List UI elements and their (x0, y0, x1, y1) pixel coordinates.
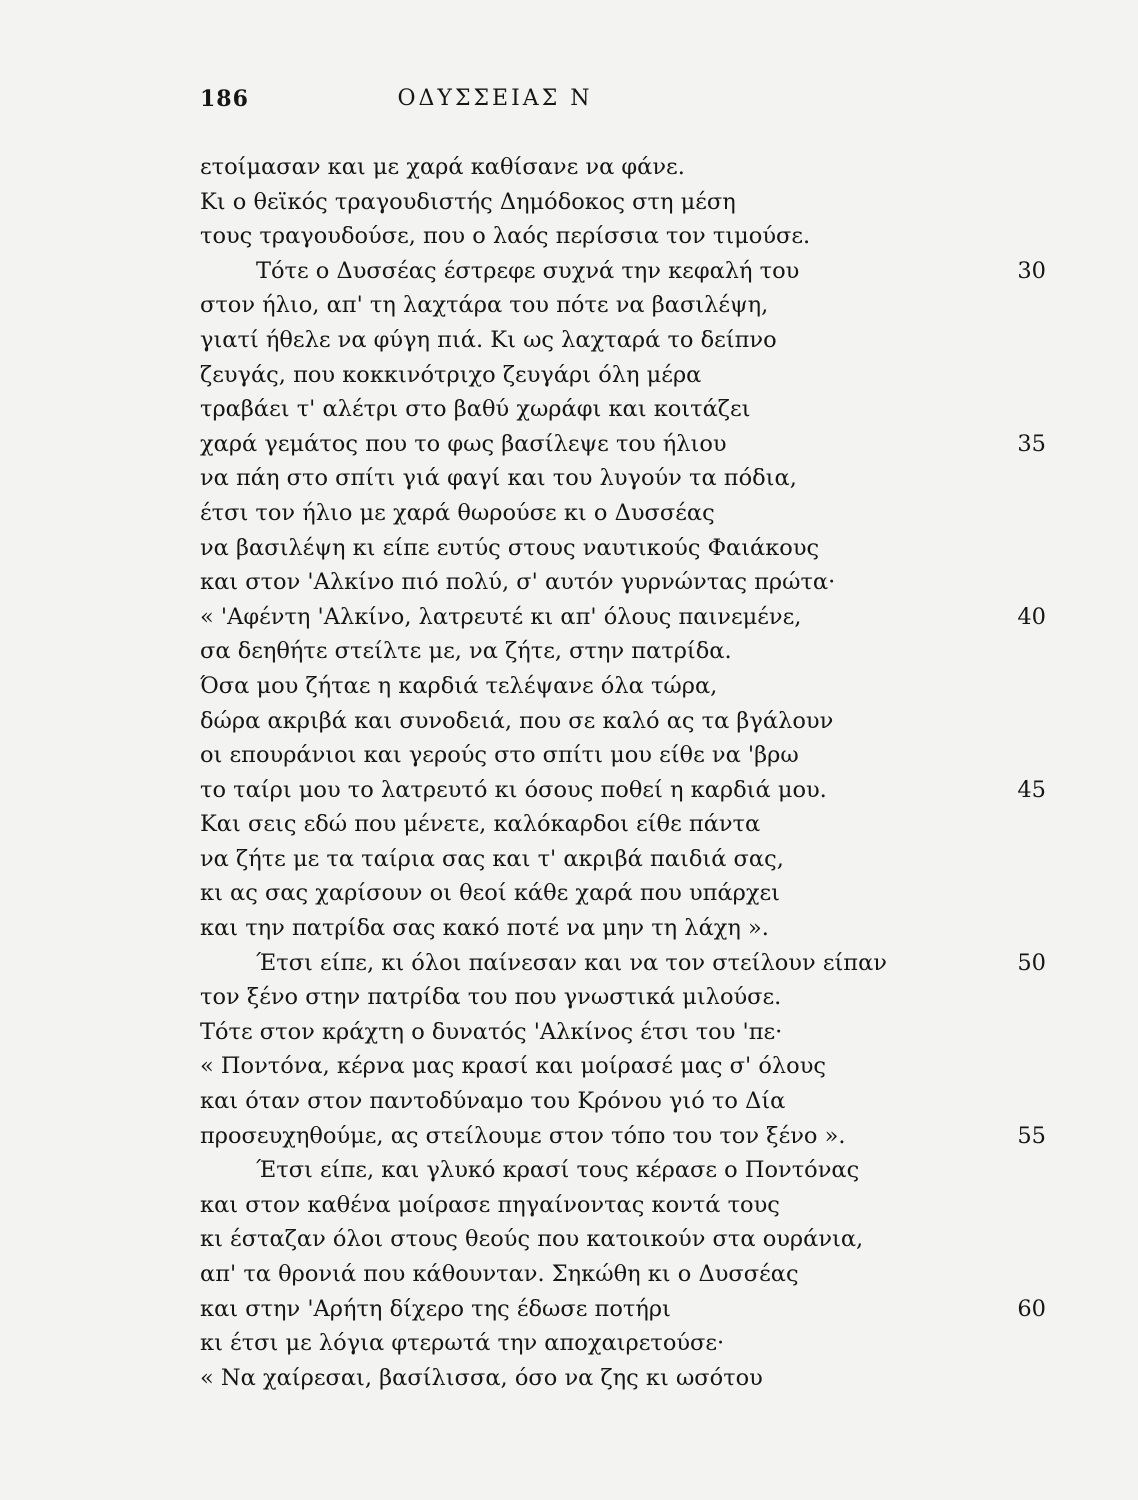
verse-line (200, 911, 1060, 946)
verse-line (200, 565, 1060, 600)
line-number: 60 (1017, 1295, 1046, 1322)
verse-text: να ζήτε με τα ταίρια σας και τ' ακριβά παιδιά σας, (200, 845, 784, 872)
verse-text: Όσα μου ζήταε η καρδιά τελέψανε όλα τώρα, (200, 672, 718, 699)
verse-text: τους τραγουδούσε, που ο λαός περίσσια τον τιμούσε. (200, 223, 811, 250)
verse-line (200, 1188, 1060, 1223)
page-header (200, 86, 790, 122)
line-number: 40 (1017, 603, 1046, 630)
verse-text: στον ήλιο, απ' τη λαχτάρα του πότε να βασιλέψη, (200, 292, 769, 319)
verse-text: κι έσταζαν όλοι στους θεούς που κατοικούν στα ουράνια, (200, 1226, 864, 1253)
verse-line (200, 461, 1060, 496)
verse-text: Τότε στον κράχτη ο δυνατός 'Αλκίνος έτσι του 'πε· (200, 1018, 783, 1045)
verse-text: και όταν στον παντοδύναμο του Κρόνου γιό το Δία (200, 1088, 786, 1115)
verse-text: τον ξένο στην πατρίδα του που γνωστικά μιλούσε. (200, 984, 782, 1011)
verse-line (200, 1119, 1060, 1154)
verse-text: να πάη στο σπίτι γιά φαγί και του λυγούν τα πόδια, (200, 465, 797, 492)
verse-line (200, 1292, 1060, 1327)
line-number: 50 (1017, 949, 1046, 976)
verse-line (200, 1222, 1060, 1257)
verse-line (200, 427, 1060, 462)
verse-line (200, 1257, 1060, 1292)
verse-text: και στην 'Αρήτη δίχερο της έδωσε ποτήρι (200, 1295, 671, 1322)
verse-text: έτσι τον ήλιο με χαρά θωρούσε κι ο Δυσσέας (200, 499, 715, 526)
verse-line (200, 1015, 1060, 1050)
verse-line (200, 669, 1060, 704)
verse-text: Κι ο θεϊκός τραγουδιστής Δημόδοκος στη μέση (200, 188, 736, 215)
verse-text: « 'Αφέντη 'Αλκίνο, λατρευτέ κι απ' όλους παινεμένε, (200, 603, 802, 630)
verse-line (200, 185, 1060, 220)
verse-line (200, 946, 1060, 981)
verse-line (200, 1361, 1060, 1396)
verse-text: Έτσι είπε, και γλυκό κρασί τους κέρασε ο Ποντόνας (256, 1157, 860, 1184)
verse-line (200, 392, 1060, 427)
verse-text: και στον καθένα μοίρασε πηγαίνοντας κοντά τους (200, 1191, 780, 1218)
verse-text: και την πατρίδα σας κακό ποτέ να μην τη λάχη ». (200, 915, 769, 942)
verse-text: και στον 'Αλκίνο πιό πολύ, σ' αυτόν γυρνώντας πρώτα· (200, 569, 836, 596)
verse-line (200, 1153, 1060, 1188)
verse-line (200, 358, 1060, 393)
verse-line (200, 1049, 1060, 1084)
running-title: ΟΔΥΣΣΕΙΑΣ Ν (397, 86, 593, 111)
verse-line (200, 531, 1060, 566)
verse-text: « Να χαίρεσαι, βασίλισσα, όσο να ζης κι ωσότου (200, 1364, 763, 1391)
verse-text: ετοίμασαν και με χαρά καθίσανε να φάνε. (200, 154, 685, 180)
verse-line (200, 842, 1060, 877)
verse-text: ζευγάς, που κοκκινότριχο ζευγάρι όλη μέρα (200, 361, 702, 388)
verse-text: « Ποντόνα, κέρνα μας κρασί και μοίρασέ μας σ' όλους (200, 1053, 827, 1080)
verse-line (200, 288, 1060, 323)
verse-line (200, 876, 1060, 911)
line-number: 35 (1017, 430, 1046, 457)
page-number: 186 (200, 86, 249, 112)
verse-line (200, 634, 1060, 669)
verse-text: χαρά γεμάτος που το φως βασίλεψε του ήλιου (200, 430, 727, 457)
verse-text: κι ας σας χαρίσουν οι θεοί κάθε χαρά που υπάρχει (200, 880, 781, 907)
verse-line (200, 254, 1060, 289)
verse-block (200, 150, 1060, 1395)
verse-text: να βασιλέψη κι είπε ευτύς στους ναυτικούς Φαιάκους (200, 534, 820, 561)
line-number: 30 (1017, 257, 1046, 284)
verse-text: γιατί ήθελε να φύγη πιά. Κι ως λαχταρά το δείπνο (200, 326, 777, 353)
verse-line (200, 807, 1060, 842)
verse-text: προσευχηθούμε, ας στείλουμε στον τόπο του τον ξένο ». (200, 1122, 846, 1149)
verse-text: οι επουράνιοι και γερούς στο σπίτι μου είθε να 'βρω (200, 742, 799, 769)
verse-line (200, 150, 1060, 185)
verse-text: κι έτσι με λόγια φτερωτά την αποχαιρετούσε· (200, 1330, 725, 1357)
verse-text: το ταίρι μου το λατρευτό κι όσους ποθεί η καρδιά μου. (200, 776, 827, 803)
verse-line (200, 773, 1060, 808)
verse-line (200, 1084, 1060, 1119)
verse-line (200, 738, 1060, 773)
line-number: 45 (1017, 776, 1046, 803)
verse-text: Έτσι είπε, κι όλοι παίνεσαν και να τον στείλουν είπαν (256, 949, 887, 976)
verse-line (200, 323, 1060, 358)
verse-text: δώρα ακριβά και συνοδειά, που σε καλό ας τα βγάλουν (200, 707, 834, 734)
verse-text: σα δεηθήτε στείλτε με, να ζήτε, στην πατρίδα. (200, 638, 732, 665)
verse-line (200, 219, 1060, 254)
verse-line (200, 1326, 1060, 1361)
verse-text: Τότε ο Δυσσέας έστρεφε συχνά την κεφαλή του (256, 257, 800, 284)
verse-line (200, 496, 1060, 531)
line-number: 55 (1017, 1122, 1046, 1149)
verse-line (200, 704, 1060, 739)
verse-text: τραβάει τ' αλέτρι στο βαθύ χωράφι και κοιτάζει (200, 396, 751, 423)
verse-line (200, 980, 1060, 1015)
verse-text: απ' τα θρονιά που κάθουνταν. Σηκώθη κι ο Δυσσέας (200, 1261, 799, 1287)
verse-text: Και σεις εδώ που μένετε, καλόκαρδοι είθε πάντα (200, 811, 761, 838)
verse-line (200, 600, 1060, 635)
